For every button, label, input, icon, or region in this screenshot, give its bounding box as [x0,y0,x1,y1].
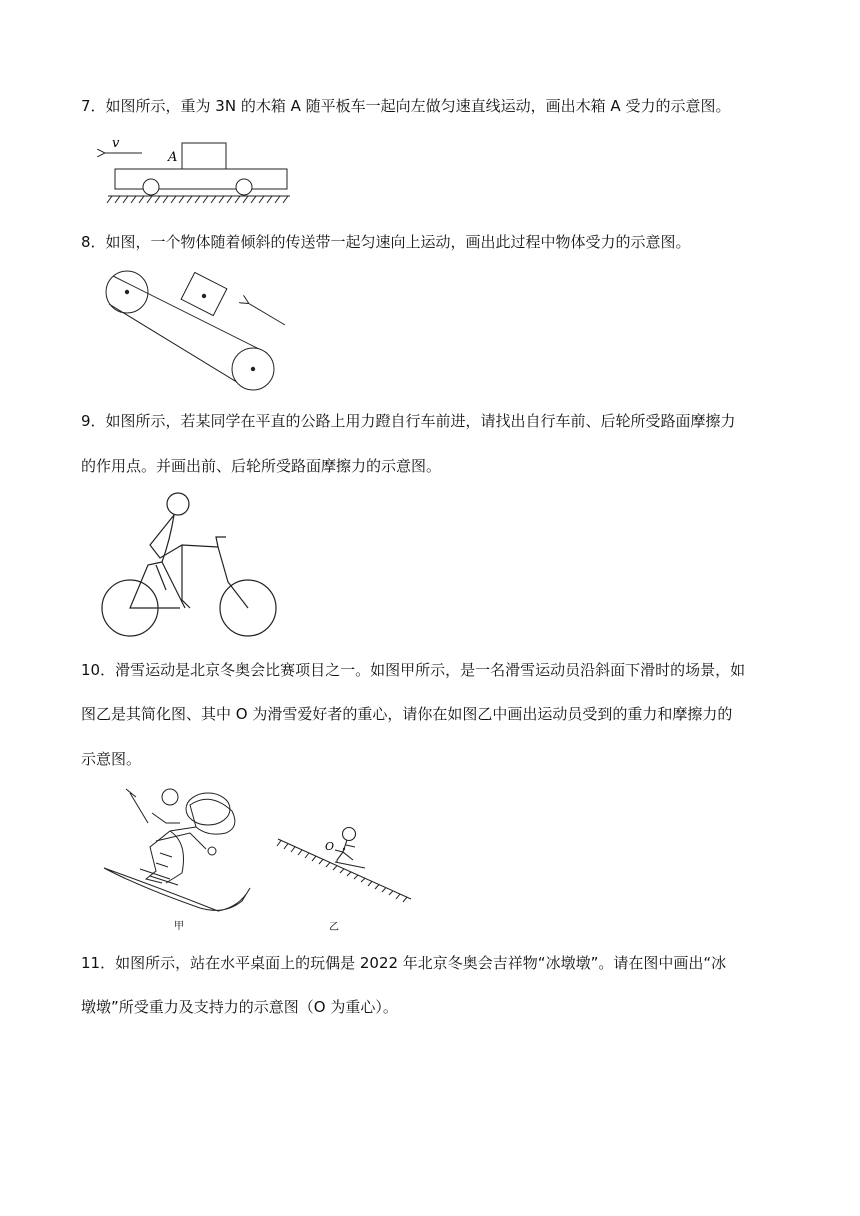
box-a-label: A [168,150,178,165]
caption-jia: 甲 [174,921,184,932]
skier-illustration [100,783,260,933]
ground-hatching [107,196,288,203]
question-10-line-3: 示意图。 [81,750,142,768]
box-a [182,143,226,169]
ski [104,868,250,911]
skier-simplified-figure [275,820,420,933]
cyclist-head [167,493,189,515]
slope-hatching [277,841,407,903]
question-9-line-1: 9．如图所示，若某同学在平直的公路上用力蹬自行车前进，请找出自行车前、后轮所受路面摩擦力 [81,412,736,430]
cyclist-body [150,515,218,558]
cart-wheel-left [143,179,159,195]
question-10-line-1: 10．滑雪运动是北京冬奥会比赛项目之一。如图甲所示，是一名滑雪运动员沿斜面下滑时的场景，如 [81,661,746,679]
question-7-text: 7．如图所示，重为 3N 的木箱 A 随平板车一起向左做匀速直线运动，画出木箱 A 受力的示意图。 [81,97,731,115]
question-11-line-2: 墩墩”所受重力及支持力的示意图（O 为重心）。 [81,998,398,1016]
question-8-figure [100,262,300,397]
center-of-gravity-label: O [325,840,335,853]
belt-lower [109,304,240,384]
cart-body [115,169,287,189]
cart-wheel-right [236,179,252,195]
question-8-text: 8．如图，一个物体随着倾斜的传送带一起匀速向上运动，画出此过程中物体受力的示意图。 [81,233,691,251]
skier-head [343,828,356,841]
question-11-line-1: 11．如图所示，站在水平桌面上的玩偶是 2022 年北京冬奥会吉祥物“冰墩墩”。请在图中画出“冰 [81,954,727,972]
motion-arrow [248,303,285,325]
caption-yi: 乙 [329,922,339,933]
velocity-label: v [112,136,120,151]
question-7-figure [100,135,300,210]
question-9-line-2: 的作用点。并画出前、后轮所受路面摩擦力的示意图。 [81,457,442,475]
skier-body [335,840,355,862]
question-10-line-2: 图乙是其简化图、其中 O 为滑雪爱好者的重心，请你在如图乙中画出运动员受到的重力和摩擦力的 [81,705,733,723]
skier-hat [186,793,230,825]
question-9-figure [100,490,280,642]
